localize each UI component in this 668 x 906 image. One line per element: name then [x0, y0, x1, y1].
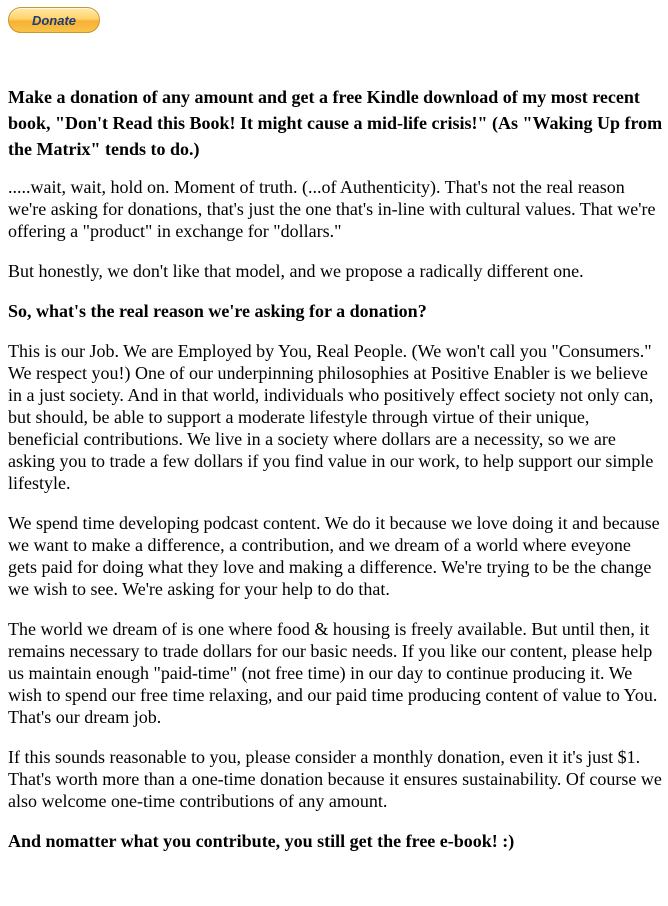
paragraph-podcast-content: We spend time developing podcast content. We do it because we love doing it and because we want to make a difference, a contribution, and we dream of a world where eveyone gets paid for doing what they love and making a difference. We're trying to be the change we wish to see. We're asking for your help to do that. — [8, 513, 660, 599]
paragraph-monthly-donation: If this sounds reasonable to you, please consider a monthly donation, even it it's just $1. That's worth more than a one-time donation because it ensures sustainability. Of course we also welcome one-time contributions of any amount. — [8, 747, 662, 811]
donation-page — [8, 7, 663, 870]
paragraph-our-job: This is our Job. We are Employed by You, Real People. (We won't call you "Consumers." We respect you!) One of our underpinning philosophies at Positive Enabler is we believe in a just society. And in that world, individuals who positively effect society not only can, but should, be able to support a moderate lifestyle through virtue of their unique, beneficial contributions. We live in a society where dollars are a necessity, so we are asking you to trade a few dollars if you find value in our work, to help support our simple lifestyle. — [8, 341, 654, 493]
kindle-offer-heading: Make a donation of any amount and get a free Kindle download of my most recent book, "Don't Read this Book! It might cause a mid-life crisis!" (As "Waking Up from the Matrix" tends to do.) — [8, 87, 663, 159]
paragraph-dream-world: The world we dream of is one where food & housing is freely available. But until then, it remains necessary to trade dollars for our basic needs. If you like our content, please help us maintain enough "paid-time" (not free time) in our day to continue producing it. We wish to spend our free time relaxing, and our paid time producing content of value to You. That's our dream job. — [8, 619, 658, 727]
paragraph-different-model: But honestly, we don't like that model, and we propose a radically different one. — [8, 261, 584, 281]
donate-button[interactable]: Donate — [8, 7, 100, 33]
real-reason-heading: So, what's the real reason we're asking for a donation? — [8, 301, 427, 321]
free-ebook-closing: And nomatter what you contribute, you still get the free e-book! :) — [8, 831, 515, 851]
donation-text — [8, 84, 663, 852]
paragraph-moment-of-truth: .....wait, wait, hold on. Moment of truth. (...of Authenticity). That's not the real reason we're asking for donations, that's just the one that's in-line with cultural values. That we're offering a "product" in exchange for "dollars." — [8, 177, 656, 241]
